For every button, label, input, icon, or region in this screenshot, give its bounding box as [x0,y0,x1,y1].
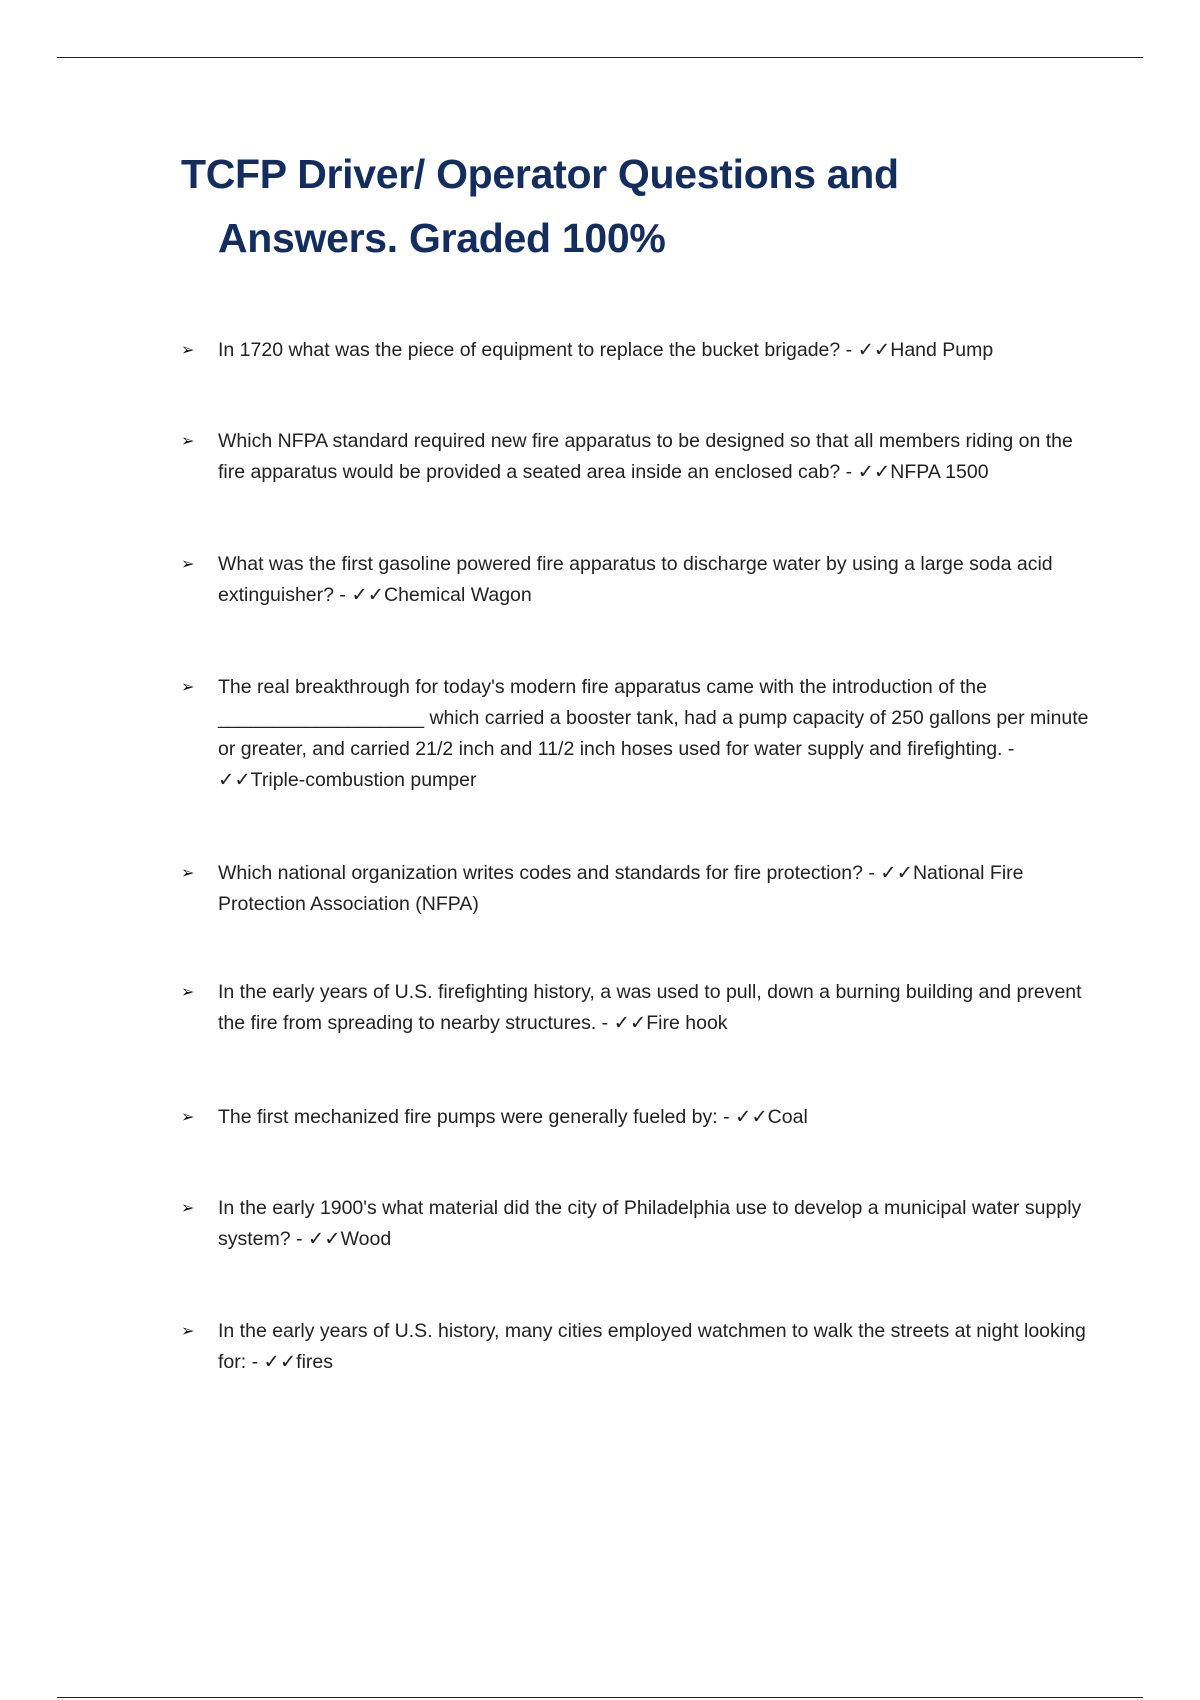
qa-text: The first mechanized fire pumps were generally fueled by: - ✓✓Coal [218,1106,808,1128]
arrow-bullet-icon: ➢ [181,1323,195,1340]
arrow-bullet-icon: ➢ [181,679,195,696]
list-item [181,672,1096,796]
qa-text: Which NFPA standard required new fire apparatus to be designed so that all members riding on the fire apparatus would be provided a seated area inside an enclosed cab? - ✓✓NFPA 1500 [218,430,1073,483]
qa-text: In the early years of U.S. history, many cities employed watchmen to walk the streets at night looking for: - ✓✓fires [218,1320,1086,1373]
arrow-bullet-icon: ➢ [181,1200,195,1217]
list-item [181,1193,1096,1255]
arrow-bullet-icon: ➢ [181,433,195,450]
arrow-bullet-icon: ➢ [181,1109,195,1126]
arrow-bullet-icon: ➢ [181,984,195,1001]
arrow-bullet-icon: ➢ [181,865,195,882]
list-item [181,977,1096,1039]
footer-rule [57,1697,1143,1698]
list-item [181,549,1096,611]
list-item [181,426,1096,488]
arrow-bullet-icon: ➢ [181,342,195,359]
list-item [181,858,1096,920]
qa-text: In the early years of U.S. firefighting history, a was used to pull, down a burning building and prevent the fire from spreading to nearby structures. - ✓✓Fire hook [218,981,1082,1034]
list-item [181,335,1096,366]
qa-text: The real breakthrough for today's modern fire apparatus came with the introduction of the ___________________ which carried a booster tank, had a pump capacity of 250 gallons per minute or greater, and carried 21/2 inch and 11/2 inch hoses used for water supply and firefighting. - ✓✓Triple-combustion pumper [218,676,1089,791]
title-line-1: TCFP Driver/ Operator Questions and [181,151,899,197]
qa-text: In 1720 what was the piece of equipment to replace the bucket brigade? - ✓✓Hand Pump [218,339,994,361]
qa-text: What was the first gasoline powered fire apparatus to discharge water by using a large soda acid extinguisher? - ✓✓Chemical Wagon [218,553,1053,606]
list-item [181,1316,1096,1378]
list-item [181,1102,1096,1133]
qa-text: Which national organization writes codes and standards for fire protection? - ✓✓National Fire Protection Association (NFPA) [218,862,1024,915]
arrow-bullet-icon: ➢ [181,556,195,573]
title-line-2: Answers. Graded 100% [218,215,666,261]
qa-text: In the early 1900's what material did the city of Philadelphia use to develop a municipal water supply system? - ✓✓Wood [218,1197,1082,1250]
